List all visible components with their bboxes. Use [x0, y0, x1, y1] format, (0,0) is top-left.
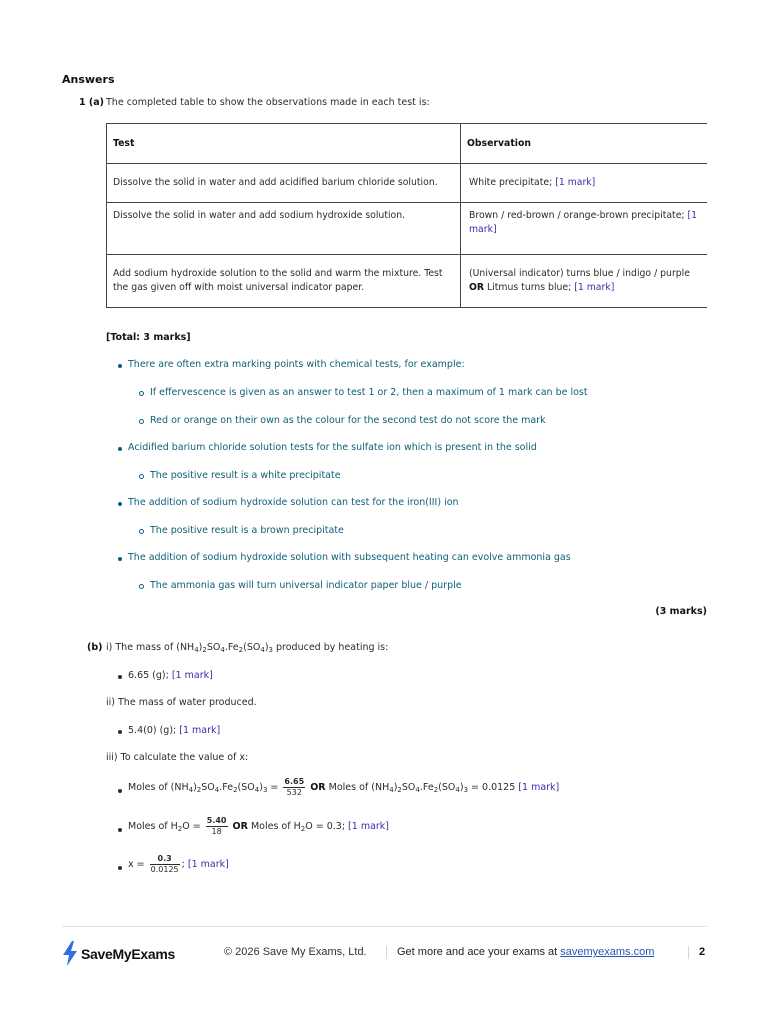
lightning-bolt-icon: [62, 941, 78, 966]
sub-bullet-icon: [139, 474, 144, 479]
examiner-subnote: The ammonia gas will turn universal indicator paper blue / purple: [150, 580, 462, 591]
observation-text: (Universal indicator) turns blue / indigo / purple: [469, 268, 690, 279]
answer-ii: 5.4(0) (g); [1 mark]: [128, 725, 221, 736]
examiner-subnote: If effervescence is given as an answer to test 1 or 2, then a maximum of 1 mark can be lost: [150, 387, 588, 398]
observation-text-alt: Litmus turns blue;: [484, 282, 575, 293]
moles-water-line: Moles of $H_2O$ = $\frac{5.40}{18}$ OR Moles of $H_2O = 0.3$; [1 mark]: [128, 816, 390, 836]
fraction: $\frac{6.65}{532}$: [284, 777, 305, 797]
observation-cell: [461, 164, 708, 203]
fraction: $\frac{5.40}{18}$: [206, 816, 227, 836]
bullet-icon: [118, 502, 122, 506]
bullet-icon: [118, 828, 122, 832]
observations-table: [106, 123, 707, 308]
examiner-note: There are often extra marking points with chemical tests, for example:: [128, 359, 465, 370]
examiner-note: Acidified barium chloride solution tests for the sulfate ion which is present in the solid: [128, 442, 537, 453]
brand-logo[interactable]: [62, 941, 175, 966]
moles-salt-line: Moles of $(NH_4)_2SO_4.Fe_2(SO_4)_3$ = $\frac{6.65}{532}$ OR Moles of $(NH_4)_2SO_4.Fe_2(SO_4)_3 = 0.0125$ [1 mark]: [128, 777, 560, 797]
observation-cell: [461, 255, 708, 308]
part-b-i-prompt: i) The mass of $(NH_4)_2SO_4.Fe_2(SO_4)_3$ produced by heating is:: [106, 642, 389, 654]
bullet-icon: [118, 557, 122, 561]
sub-bullet-icon: [139, 529, 144, 534]
mark-label: [1 mark]: [469, 210, 698, 235]
footer-divider: [62, 926, 707, 927]
table-row: [107, 164, 708, 203]
answer-i: 6.65 (g); [1 mark]: [128, 670, 213, 681]
table-header-test: Test: [107, 124, 461, 164]
question-marks: (3 marks): [655, 606, 707, 617]
bullet-icon: [118, 789, 122, 793]
examiner-subnote: The positive result is a white precipitate: [150, 470, 341, 481]
table-row: [107, 255, 708, 308]
table-row: [107, 203, 708, 255]
footer-separator: [688, 946, 689, 959]
website-link[interactable]: savemyexams.com: [560, 946, 655, 958]
examiner-note: The addition of sodium hydroxide solution with subsequent heating can evolve ammonia gas: [128, 552, 571, 563]
examiner-subnote: Red or orange on their own as the colour for the second test do not score the mark: [150, 415, 546, 426]
total-marks: [Total: 3 marks]: [106, 332, 191, 343]
sub-bullet-icon: [139, 419, 144, 424]
table-header-observation: Observation: [461, 124, 708, 164]
sub-bullet-icon: [139, 584, 144, 589]
question-intro: The completed table to show the observations made in each test is:: [106, 97, 430, 108]
part-b-label: (b): [87, 642, 103, 653]
question-number: 1 (a): [79, 97, 105, 108]
examiner-subnote: The positive result is a brown precipitate: [150, 525, 344, 536]
observation-text: Brown / red-brown / orange-brown precipitate;: [469, 210, 688, 221]
examiner-note: The addition of sodium hydroxide solution can test for the iron(III) ion: [128, 497, 459, 508]
x-value-line: x = $\frac{0.3}{0.0125}$ ; [1 mark]: [128, 854, 229, 874]
bullet-icon: [118, 675, 122, 679]
test-cell: Dissolve the solid in water and add acidified barium chloride solution.: [107, 164, 461, 203]
bullet-icon: [118, 447, 122, 451]
footer-cta: Get more and ace your exams at savemyexams.com: [397, 946, 655, 958]
bullet-icon: [118, 730, 122, 734]
brand-name: SaveMyExams: [81, 945, 175, 962]
sub-bullet-icon: [139, 391, 144, 396]
answers-heading: Answers: [62, 73, 115, 86]
footer-separator: [386, 946, 387, 959]
fraction: $\frac{0.3}{0.0125}$: [150, 854, 179, 874]
copyright-text: © 2026 Save My Exams, Ltd.: [224, 946, 367, 958]
observation-text: White precipitate;: [469, 177, 556, 188]
mark-label: [1 mark]: [555, 177, 596, 188]
or-label: OR: [469, 282, 485, 293]
bullet-icon: [118, 364, 122, 368]
part-b-iii-prompt: iii) To calculate the value of x:: [106, 752, 249, 763]
mark-label: [1 mark]: [574, 282, 615, 293]
test-cell: Add sodium hydroxide solution to the solid and warm the mixture. Test the gas given off with moist universal indicator paper.: [107, 255, 461, 308]
test-cell: Dissolve the solid in water and add sodium hydroxide solution.: [107, 203, 461, 255]
bullet-icon: [118, 866, 122, 870]
page-number: 2: [699, 946, 706, 958]
observation-cell: [461, 203, 708, 255]
part-b-ii-prompt: ii) The mass of water produced.: [106, 697, 257, 708]
